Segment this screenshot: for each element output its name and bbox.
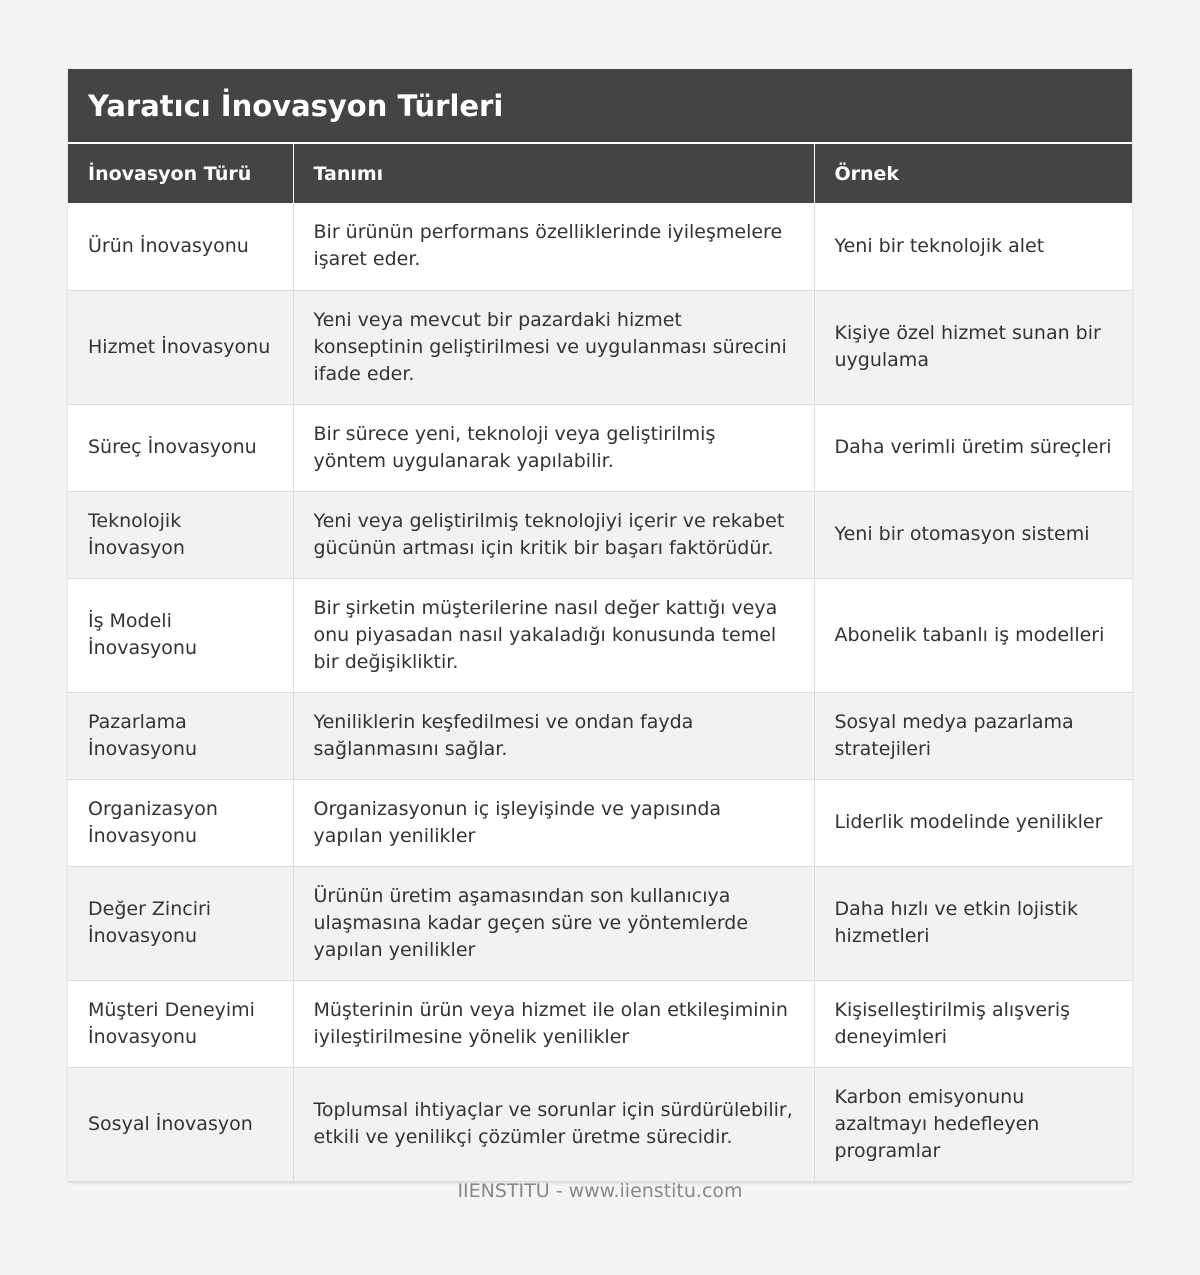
- cell-example: Karbon emisyonunu azaltmayı hedefleyen programlar: [814, 1067, 1132, 1181]
- cell-definition: Yeni veya mevcut bir pazardaki hizmet konseptinin geliştirilmesi ve uygulanması sürecini ifade eder.: [293, 290, 814, 404]
- table-row: [68, 980, 1132, 1067]
- cell-example: Daha hızlı ve etkin lojistik hizmetleri: [814, 866, 1132, 980]
- footer-credit: IIENSTITU - www.iienstitu.com: [457, 1180, 743, 1202]
- table-row: [68, 203, 1132, 290]
- table-row: [68, 1067, 1132, 1181]
- cell-example: Abonelik tabanlı iş modelleri: [814, 578, 1132, 692]
- cell-example: Kişiselleştirilmiş alışveriş deneyimleri: [814, 980, 1132, 1067]
- table-row: [68, 491, 1132, 578]
- cell-type: Müşteri Deneyimi İnovasyonu: [68, 980, 293, 1067]
- cell-definition: Ürünün üretim aşamasından son kullanıcıya ulaşmasına kadar geçen süre ve yöntemlerde yapılan yenilikler: [293, 866, 814, 980]
- cell-example: Yeni bir teknolojik alet: [814, 203, 1132, 290]
- table-row: [68, 779, 1132, 866]
- cell-example: Yeni bir otomasyon sistemi: [814, 491, 1132, 578]
- cell-definition: Bir sürece yeni, teknoloji veya geliştirilmiş yöntem uygulanarak yapılabilir.: [293, 404, 814, 491]
- cell-example: Daha verimli üretim süreçleri: [814, 404, 1132, 491]
- cell-example: Kişiye özel hizmet sunan bir uygulama: [814, 290, 1132, 404]
- cell-type: Hizmet İnovasyonu: [68, 290, 293, 404]
- cell-type: Teknolojik İnovasyon: [68, 491, 293, 578]
- table-card: [68, 69, 1132, 1182]
- cell-type: Değer Zinciri İnovasyonu: [68, 866, 293, 980]
- column-header-type: İnovasyon Türü: [68, 144, 293, 203]
- cell-definition: Yeni veya geliştirilmiş teknolojiyi içerir ve rekabet gücünün artması için kritik bir başarı faktörüdür.: [293, 491, 814, 578]
- cell-definition: Bir ürünün performans özelliklerinde iyileşmelere işaret eder.: [293, 203, 814, 290]
- cell-definition: Organizasyonun iç işleyişinde ve yapısında yapılan yenilikler: [293, 779, 814, 866]
- cell-definition: Müşterinin ürün veya hizmet ile olan etkileşiminin iyileştirilmesine yönelik yenilikler: [293, 980, 814, 1067]
- innovation-types-table: [68, 144, 1132, 1182]
- cell-type: Organizasyon İnovasyonu: [68, 779, 293, 866]
- header-row: [68, 144, 1132, 203]
- cell-example: Sosyal medya pazarlama stratejileri: [814, 692, 1132, 779]
- cell-type: Pazarlama İnovasyonu: [68, 692, 293, 779]
- column-header-example: Örnek: [814, 144, 1132, 203]
- cell-type: Süreç İnovasyonu: [68, 404, 293, 491]
- table-row: [68, 290, 1132, 404]
- table-row: [68, 404, 1132, 491]
- cell-type: Sosyal İnovasyon: [68, 1067, 293, 1181]
- cell-example: Liderlik modelinde yenilikler: [814, 779, 1132, 866]
- column-header-definition: Tanımı: [293, 144, 814, 203]
- cell-definition: Bir şirketin müşterilerine nasıl değer kattığı veya onu piyasadan nasıl yakaladığı konusunda temel bir değişikliktir.: [293, 578, 814, 692]
- table-row: [68, 578, 1132, 692]
- cell-type: İş Modeli İnovasyonu: [68, 578, 293, 692]
- table-row: [68, 866, 1132, 980]
- cell-definition: Yeniliklerin keşfedilmesi ve ondan fayda sağlanmasını sağlar.: [293, 692, 814, 779]
- table-title: Yaratıcı İnovasyon Türleri: [68, 69, 1132, 144]
- table-row: [68, 692, 1132, 779]
- cell-type: Ürün İnovasyonu: [68, 203, 293, 290]
- cell-definition: Toplumsal ihtiyaçlar ve sorunlar için sürdürülebilir, etkili ve yenilikçi çözümler üretme sürecidir.: [293, 1067, 814, 1181]
